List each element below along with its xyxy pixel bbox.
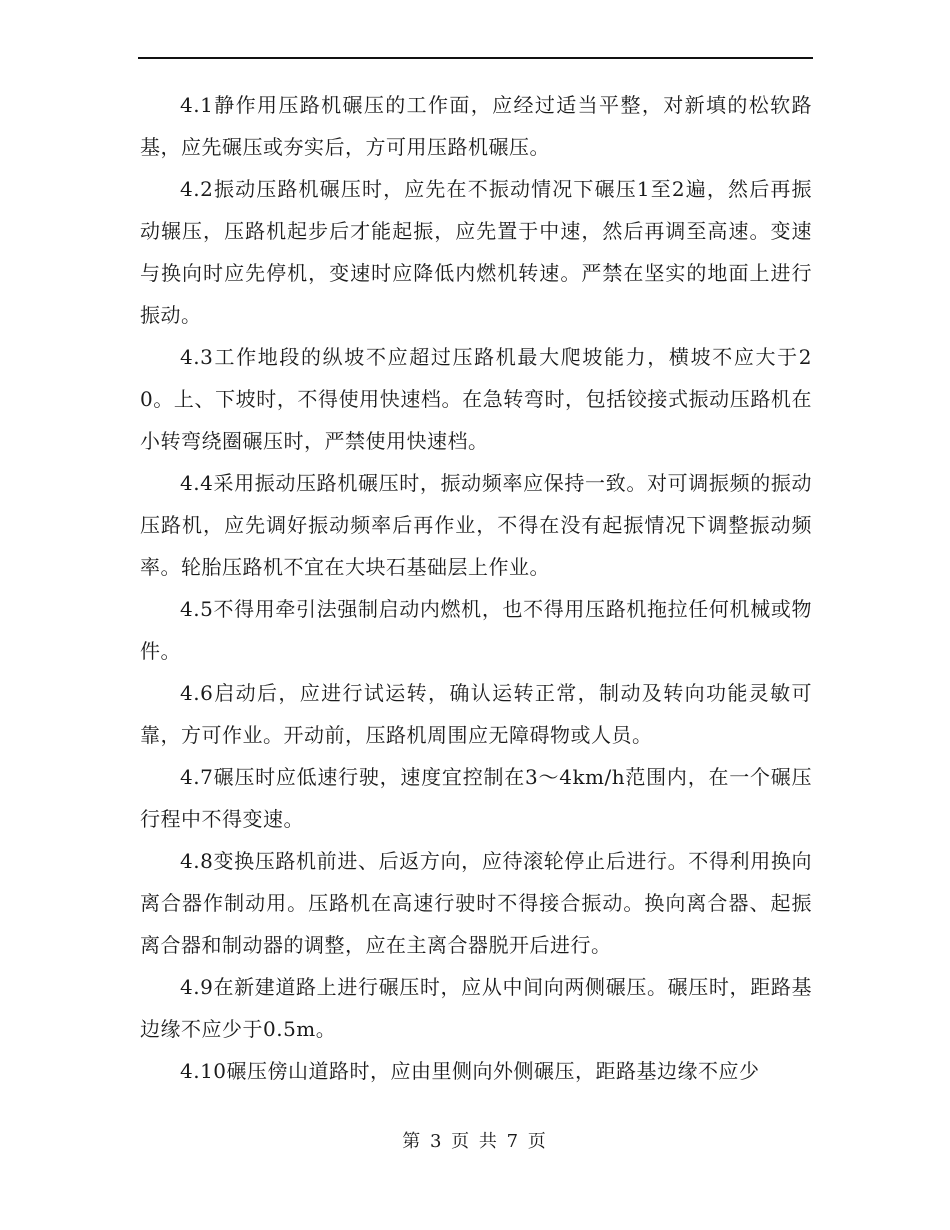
paragraph-4-5: 4.5不得用牵引法强制启动内燃机，也不得用压路机拖拉任何机械或物件。 [140, 597, 812, 663]
paragraph-4-3: 4.3工作地段的纵坡不应超过压路机最大爬坡能力，横坡不应大于20。上、下坡时，不得使用快速档。在急转弯时，包括铰接式振动压路机在小转弯绕圈碾压时，严禁使用快速档。 [140, 345, 812, 453]
paragraph-4-6: 4.6启动后，应进行试运转，确认运转正常，制动及转向功能灵敏可靠，方可作业。开动前，压路机周围应无障碍物或人员。 [140, 681, 812, 747]
paragraph-4-9: 4.9在新建道路上进行碾压时，应从中间向两侧碾压。碾压时，距路基边缘不应少于0.5m。 [140, 975, 812, 1041]
paragraph-4-7: 4.7碾压时应低速行驶，速度宜控制在3～4km/h范围内，在一个碾压行程中不得变速。 [140, 765, 812, 831]
header-rule [138, 57, 813, 59]
paragraph-4-1: 4.1静作用压路机碾压的工作面，应经过适当平整，对新填的松软路基，应先碾压或夯实后，方可用压路机碾压。 [140, 93, 812, 159]
document-body [140, 84, 812, 1092]
paragraph-4-4: 4.4采用振动压路机碾压时，振动频率应保持一致。对可调振频的振动压路机，应先调好振动频率后再作业，不得在没有起振情况下调整振动频率。轮胎压路机不宜在大块石基础层上作业。 [140, 471, 812, 579]
paragraph-4-2: 4.2振动压路机碾压时，应先在不振动情况下碾压1至2遍，然后再振动辗压，压路机起步后才能起振，应先置于中速，然后再调至高速。变速与换向时应先停机，变速时应降低内燃机转速。严禁在坚实的地面上进行振动。 [140, 177, 812, 327]
paragraph-4-8: 4.8变换压路机前进、后返方向，应待滚轮停止后进行。不得利用换向离合器作制动用。压路机在高速行驶时不得接合振动。换向离合器、起振离合器和制动器的调整，应在主离合器脱开后进行。 [140, 849, 812, 957]
paragraph-4-10: 4.10碾压傍山道路时，应由里侧向外侧碾压，距路基边缘不应少 [180, 1059, 760, 1083]
page-footer: 第 3 页 共 7 页 [402, 1131, 548, 1152]
